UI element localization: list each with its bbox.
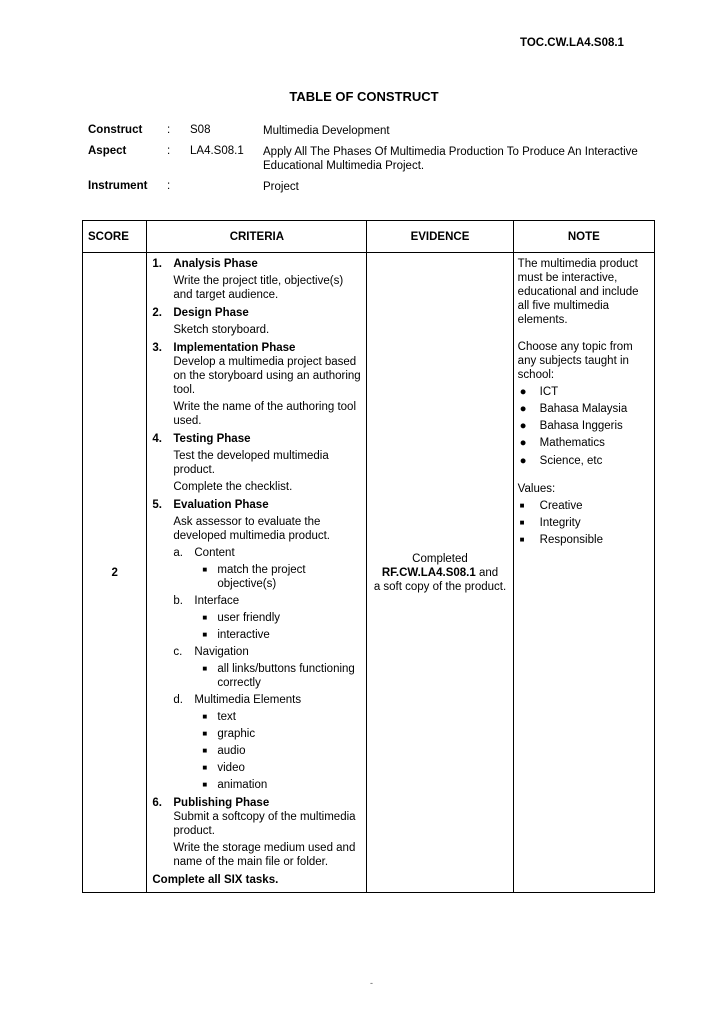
instrument-desc: Project	[263, 181, 299, 193]
subject-text: Bahasa Inggeris	[539, 420, 623, 432]
list-item	[518, 516, 650, 530]
bullet-icon: ■	[519, 535, 525, 544]
evidence-line2	[371, 566, 508, 580]
sub-content	[173, 546, 362, 591]
phase-publishing	[152, 796, 362, 869]
value-text: Creative	[539, 500, 583, 512]
phase-design	[152, 306, 362, 337]
phase-text: Develop a multimedia project based on the storyboard using an authoring tool.	[173, 356, 361, 396]
aspect-label: Aspect	[88, 145, 127, 157]
note-cell	[513, 253, 654, 893]
note-topic: Choose any topic from any subjects taught in school:	[517, 341, 633, 381]
page-footer-mark: -	[370, 978, 373, 988]
subject-text: ICT	[539, 386, 559, 398]
phase-text: Test the developed multimedia product.	[173, 450, 329, 476]
list-item	[518, 436, 650, 450]
phase-text: Write the storage medium used and name of the main file or folder.	[173, 842, 356, 868]
aspect-desc: Apply All The Phases Of Multimedia Production To Produce An Interactive Educational Multimedia Project.	[263, 146, 638, 172]
bullet-text: animation	[217, 779, 268, 791]
list-item	[194, 628, 362, 642]
sub-letter: a.	[173, 547, 183, 559]
list-item	[194, 611, 362, 625]
sub-label: Multimedia Elements	[194, 694, 302, 706]
evidence-rest: a soft copy of the product.	[373, 580, 507, 593]
list-item	[518, 385, 650, 399]
header-evidence: EVIDENCE	[367, 221, 513, 253]
sub-letter: b.	[173, 595, 183, 607]
phase-evaluation	[152, 498, 362, 792]
value-text: Integrity	[539, 517, 581, 529]
evidence-line1: Completed	[412, 552, 468, 565]
bullet-text: graphic	[217, 728, 256, 740]
list-item	[194, 727, 362, 741]
bullet-icon: ■	[202, 613, 208, 622]
score-value: 2	[83, 253, 147, 893]
bullet-icon: ●	[519, 437, 527, 449]
bullet-icon: ■	[202, 565, 208, 574]
bullet-icon: ■	[202, 630, 208, 639]
sub-interface	[173, 594, 362, 642]
phase-analysis	[152, 257, 362, 302]
aspect-code: LA4.S08.1	[190, 145, 244, 157]
list-item	[518, 533, 650, 547]
instrument-label: Instrument	[88, 180, 148, 192]
table-header-row	[83, 221, 655, 253]
construct-desc: Multimedia Development	[263, 125, 390, 137]
phase-number: 5.	[152, 499, 162, 511]
list-item	[194, 761, 362, 775]
bullet-icon: ■	[202, 780, 208, 789]
list-item	[194, 744, 362, 758]
evidence-cell	[367, 253, 513, 893]
aspect-colon: :	[167, 145, 171, 157]
bullet-text: audio	[217, 745, 246, 757]
construct-colon: :	[167, 124, 171, 136]
phase-number: 2.	[152, 307, 162, 319]
list-item	[194, 778, 362, 792]
list-item	[518, 499, 650, 513]
bullet-icon: ■	[519, 518, 525, 527]
evidence-and: and	[475, 566, 499, 579]
header-note: NOTE	[513, 221, 654, 253]
header-criteria: CRITERIA	[147, 221, 367, 253]
phase-title: Implementation Phase	[173, 342, 296, 354]
phase-title: Design Phase	[173, 307, 249, 319]
phase-title: Analysis Phase	[173, 258, 258, 270]
sub-navigation	[173, 645, 362, 690]
subject-text: Science, etc	[539, 455, 603, 467]
phase-text: Ask assessor to evaluate the developed multimedia product.	[173, 516, 330, 542]
instrument-colon: :	[167, 180, 171, 192]
criteria-cell	[147, 253, 367, 893]
document-reference: TOC.CW.LA4.S08.1	[520, 37, 624, 49]
phase-implementation	[152, 341, 362, 428]
phase-title: Testing Phase	[173, 433, 251, 445]
phase-number: 3.	[152, 342, 162, 354]
header-score: SCORE	[83, 221, 147, 253]
phase-testing	[152, 432, 362, 494]
construct-table	[82, 220, 655, 893]
phase-text: Write the project title, objective(s) and target audience.	[173, 275, 344, 301]
bullet-icon: ■	[202, 664, 208, 673]
list-item	[194, 710, 362, 724]
criteria-footer: Complete all SIX tasks.	[152, 874, 279, 886]
bullet-text: match the project objective(s)	[217, 564, 306, 590]
phase-text: Sketch storyboard.	[173, 324, 270, 336]
bullet-icon: ■	[202, 729, 208, 738]
phase-number: 1.	[152, 258, 162, 270]
bullet-icon: ■	[519, 501, 525, 510]
bullet-text: all links/buttons functioning correctly	[217, 663, 355, 689]
bullet-text: user friendly	[217, 612, 281, 624]
phase-number: 4.	[152, 433, 162, 445]
list-item	[194, 662, 362, 690]
bullet-text: interactive	[217, 629, 270, 641]
list-item	[518, 419, 650, 433]
value-text: Responsible	[539, 534, 603, 546]
sub-label: Content	[194, 547, 235, 559]
list-item	[194, 563, 362, 591]
bullet-icon: ●	[519, 455, 527, 467]
bullet-icon: ■	[202, 746, 208, 755]
phase-text: Write the name of the authoring tool used.	[173, 401, 356, 427]
bullet-icon: ■	[202, 763, 208, 772]
phase-text: Submit a softcopy of the multimedia product.	[173, 811, 356, 837]
page-title: TABLE OF CONSTRUCT	[289, 89, 439, 104]
phase-title: Evaluation Phase	[173, 499, 269, 511]
sub-letter: d.	[173, 694, 183, 706]
sub-label: Interface	[194, 595, 240, 607]
bullet-text: video	[217, 762, 245, 774]
list-item	[518, 454, 650, 468]
phase-title: Publishing Phase	[173, 797, 270, 809]
bullet-icon: ●	[519, 386, 527, 398]
evidence-code: RF.CW.LA4.S08.1	[381, 566, 476, 579]
bullet-text: text	[217, 711, 236, 723]
sub-multimedia-elements	[173, 693, 362, 792]
sub-letter: c.	[173, 646, 183, 658]
bullet-icon: ●	[519, 403, 527, 415]
bullet-icon: ●	[519, 420, 527, 432]
phase-number: 6.	[152, 797, 162, 809]
sub-label: Navigation	[194, 646, 249, 658]
list-item	[518, 402, 650, 416]
subject-text: Mathematics	[539, 437, 605, 449]
subject-text: Bahasa Malaysia	[539, 403, 628, 415]
table-row	[83, 253, 655, 893]
construct-code: S08	[190, 124, 211, 136]
construct-label: Construct	[88, 124, 143, 136]
note-intro: The multimedia product must be interactive, educational and include all five multimedia elements.	[517, 258, 639, 326]
values-label: Values:	[517, 483, 556, 495]
bullet-icon: ■	[202, 712, 208, 721]
phase-text: Complete the checklist.	[173, 481, 293, 493]
